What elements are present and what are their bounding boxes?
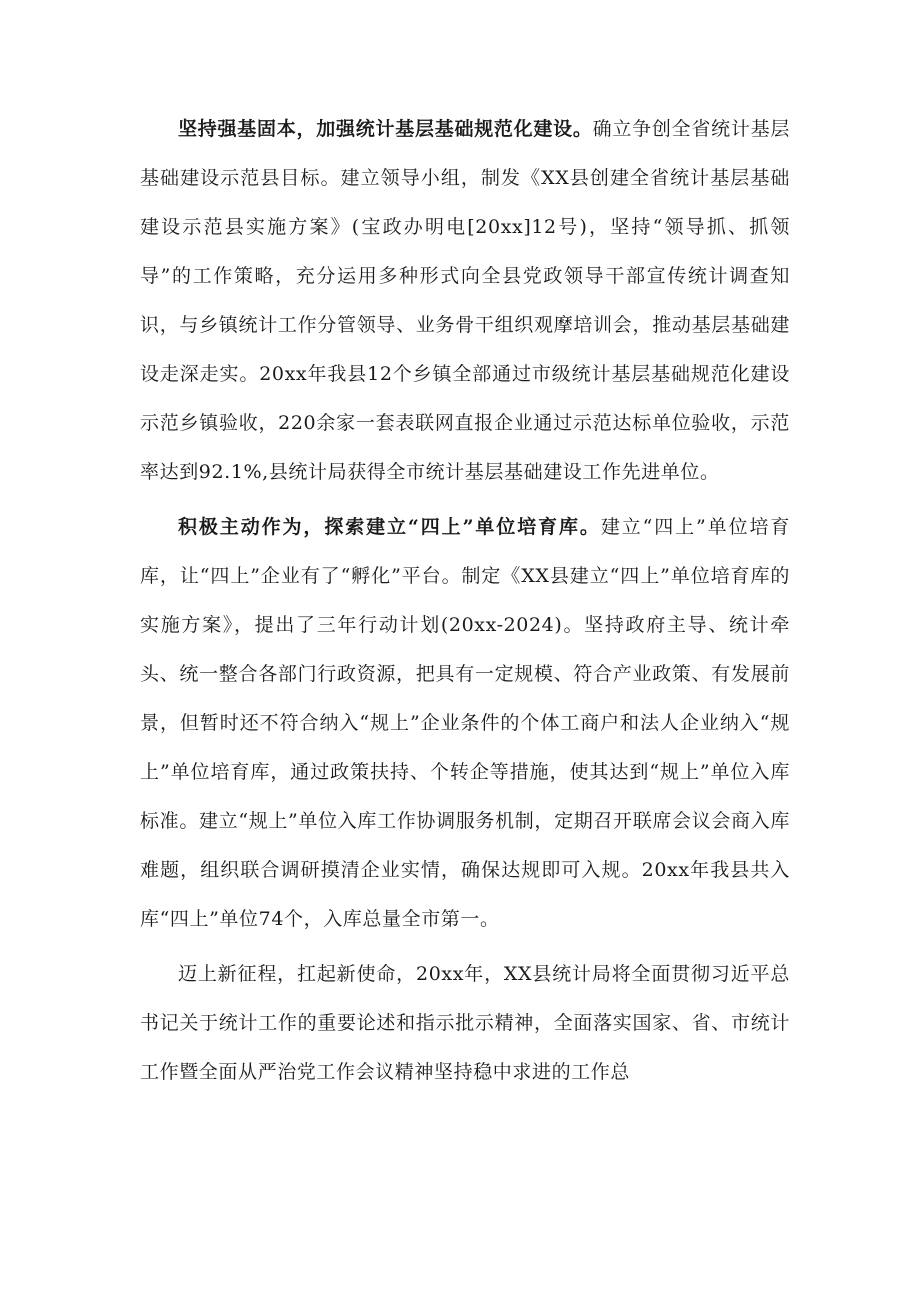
- paragraph-enterprise-incubator: [140, 503, 790, 944]
- paragraph-text: 迈上新征程，扛起新使命，20xx年，XX县统计局将全面贯彻习近平总书记关于统计工作的重要论述和指示批示精神，全面落实国家、省、市统计工作暨全面从严治党工作会议精神坚持稳中求进的工作总: [140, 963, 790, 1083]
- paragraph-text: 确立争创全省统计基层基础建设示范县目标。建立领导小组，制发《XX县创建全省统计基层基础建设示范县实施方案》(宝政办明电[20xx]12号)，坚持“领导抓、抓领导”的工作策略，充分运用多种形式向全县党政领导干部宣传统计调查知识，与乡镇统计工作分管领导、业务骨干组织观摩培训会，推动基层基础建设走深走实。20xx年我县12个乡镇全部通过市级统计基层基础规范化建设示范乡镇验收，220余家一套表联网直报企业通过示范达标单位验收，示范率达到92.1%,县统计局获得全市统计基层基础建设工作先进单位。: [140, 118, 790, 483]
- paragraph-text: 建立“四上”单位培育库，让“四上”企业有了“孵化”平台。制定《XX县建立“四上”单位培育库的实施方案》，提出了三年行动计划(20xx-2024)。坚持政府主导、统计牵头、统一整合各部门行政资源，把具有一定规模、符合产业政策、有发展前景，但暂时还不符合纳入“规上”企业条件的个体工商户和法人企业纳入“规上”单位培育库，通过政策扶持、个转企等措施，使其达到“规上”单位入库标准。建立“规上”单位入库工作协调服务机制，定期召开联席会议会商入库难题，组织联合调研摸清企业实情，确保达规即可入规。20xx年我县共入库“四上”单位74个，入库总量全市第一。: [140, 516, 790, 930]
- paragraph-new-journey: [140, 950, 790, 1097]
- paragraph-basic-construction: [140, 105, 790, 497]
- document-body: [140, 105, 790, 1097]
- paragraph-heading: 坚持强基固本，加强统计基层基础规范化建设。: [178, 118, 593, 140]
- paragraph-heading: 积极主动作为，探索建立“四上”单位培育库。: [178, 516, 601, 538]
